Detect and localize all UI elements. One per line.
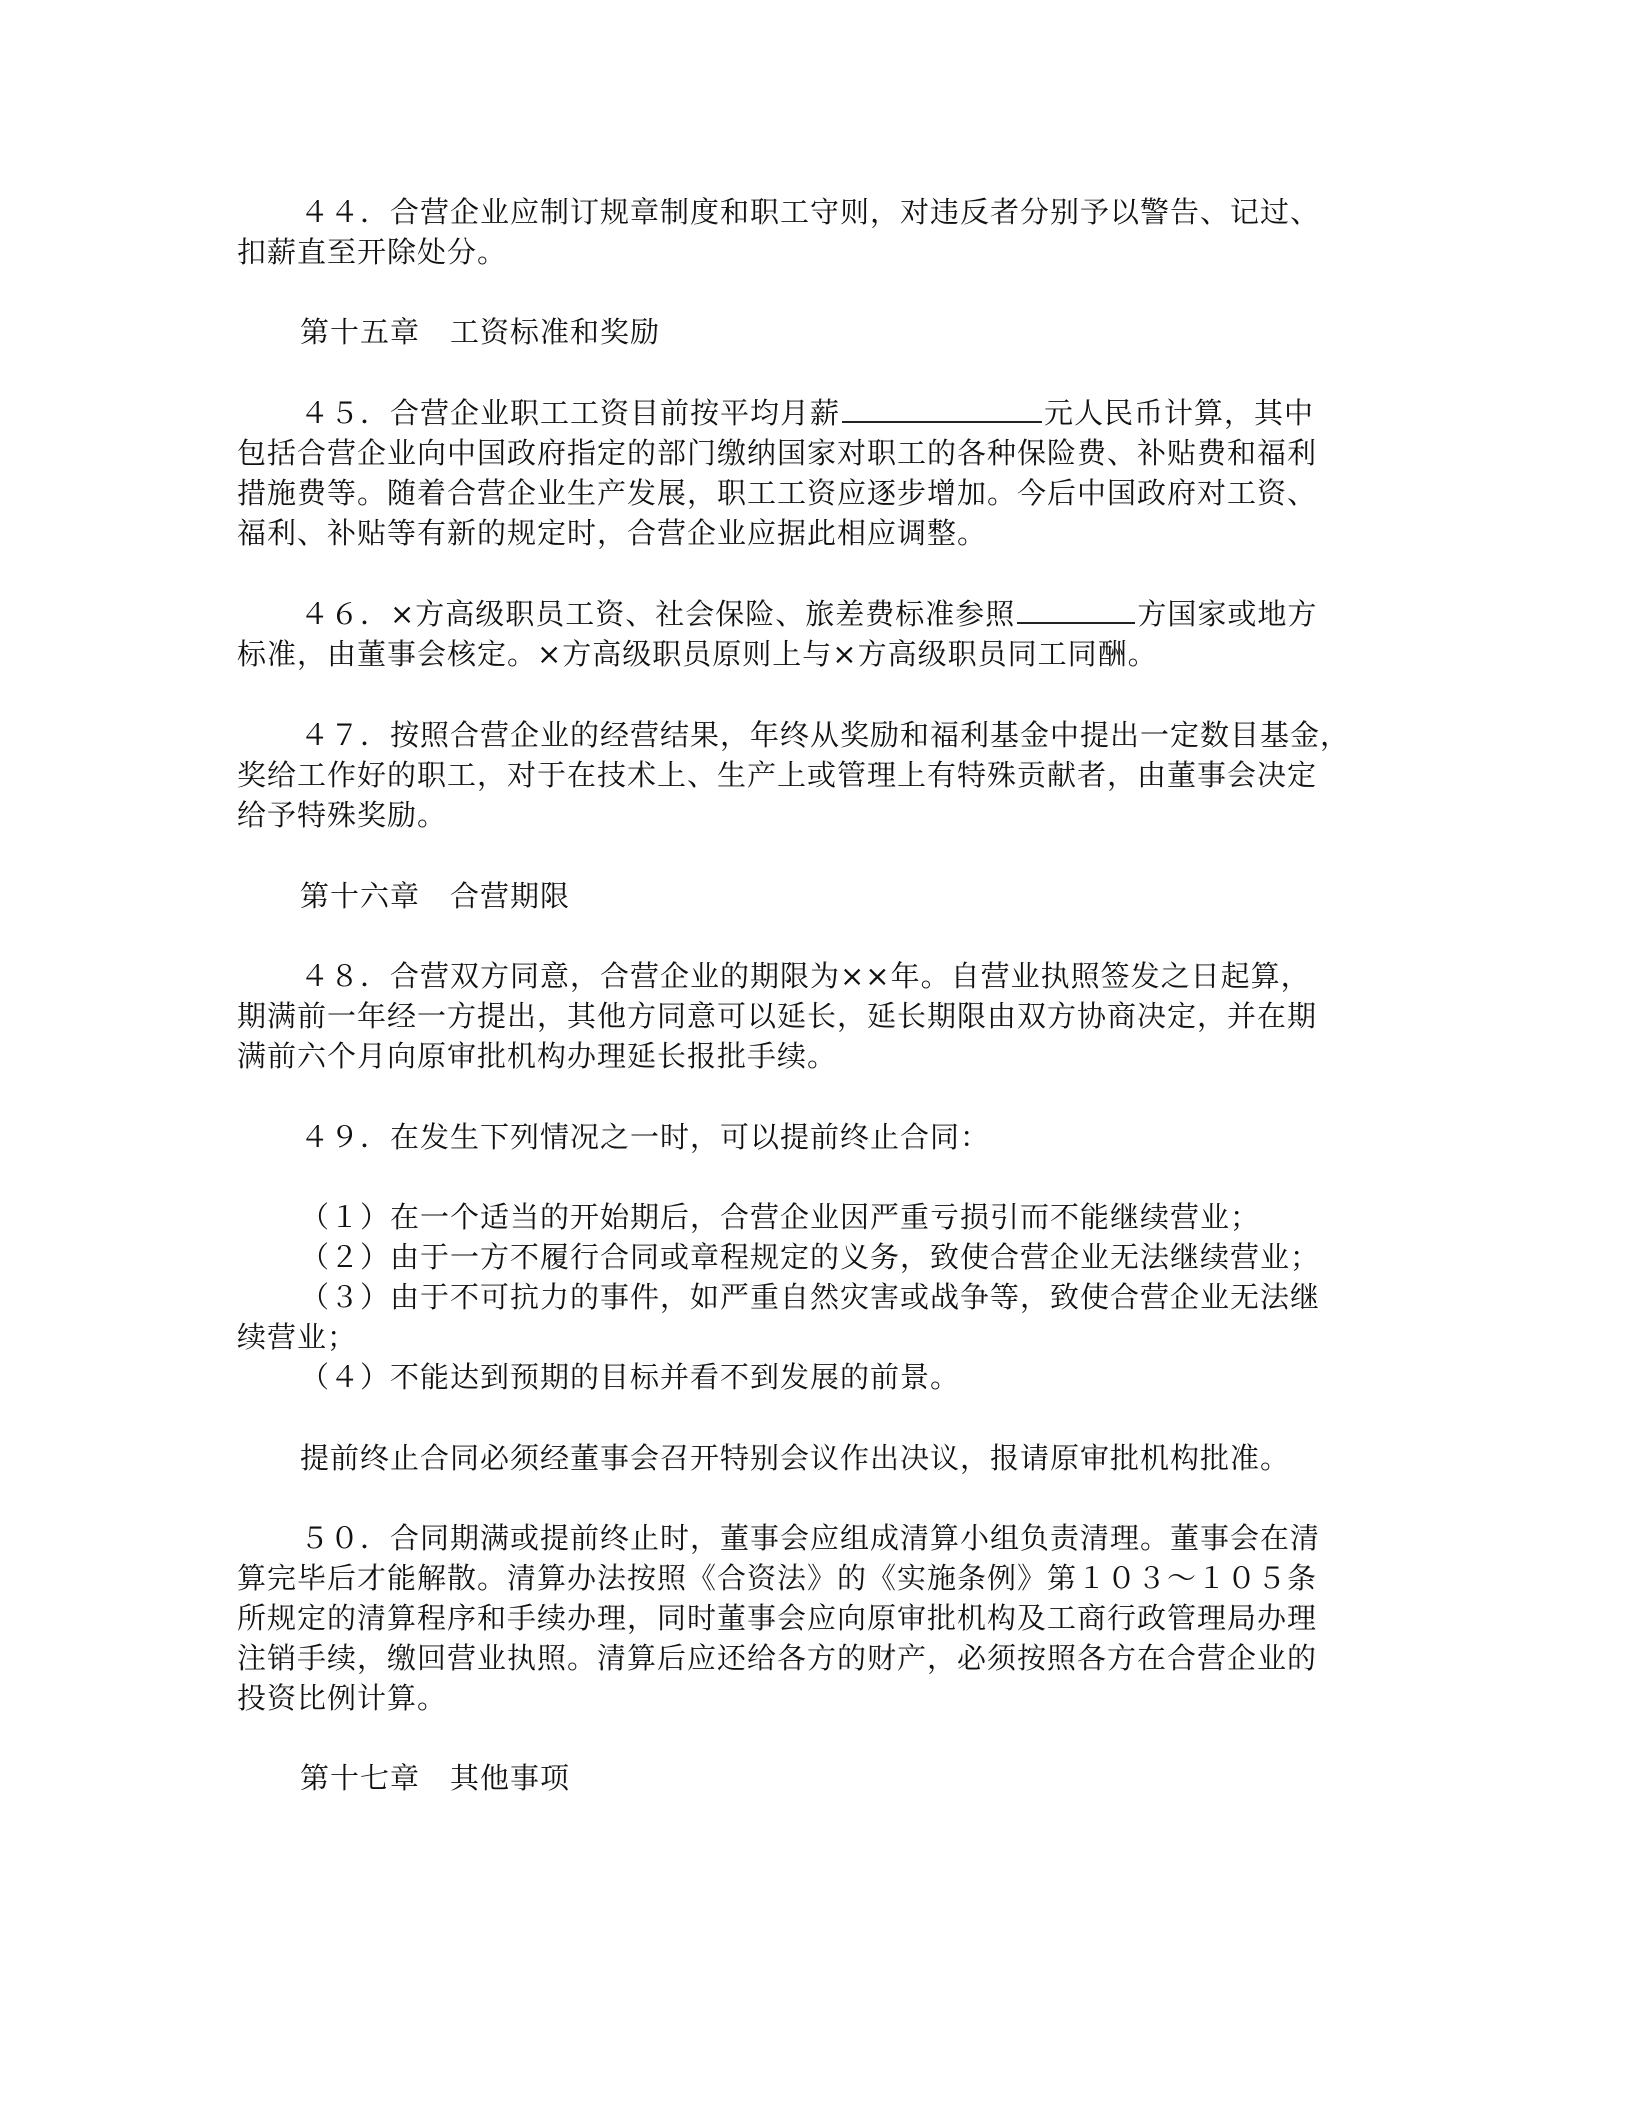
article-45-line-1-text-b: 元人民币计算，其中 bbox=[1044, 396, 1315, 430]
article-45-line-1-text-a: ４５．合营企业职工工资目前按平均月薪 bbox=[300, 396, 841, 430]
salary-amount-blank bbox=[842, 395, 1042, 423]
article-50-line-1: ５０．合同期满或提前终止时，董事会应组成清算小组负责清理。董事会在清 bbox=[300, 1521, 1321, 1555]
article-44-line-2: 扣薪直至开除处分。 bbox=[237, 235, 508, 269]
chapter-16-heading: 第十六章 合营期限 bbox=[300, 879, 571, 913]
article-49-item-3-line-2: 续营业； bbox=[237, 1320, 358, 1354]
article-46-line-1-text-b: 方国家或地方 bbox=[1137, 597, 1318, 631]
article-49-item-4: （４）不能达到预期的目标并看不到发展的前景。 bbox=[300, 1360, 961, 1394]
article-49-item-1: （１）在一个适当的开始期后，合营企业因严重亏损引而不能继续营业； bbox=[300, 1200, 1261, 1234]
article-46-line-1-text-a: ４６．×方高级职员工资、社会保险、旅差费标准参照 bbox=[300, 597, 1016, 631]
country-name-blank bbox=[1017, 596, 1135, 624]
article-44-line-1: ４４．合营企业应制订规章制度和职工守则，对违反者分别予以警告、记过、 bbox=[300, 195, 1321, 229]
chapter-15-heading: 第十五章 工资标准和奖励 bbox=[300, 315, 661, 349]
article-46-line-1 bbox=[300, 594, 1317, 634]
article-47-line-2: 奖给工作好的职工，对于在技术上、生产上或管理上有特殊贡献者，由董事会决定 bbox=[237, 758, 1318, 792]
article-49-intro: ４９．在发生下列情况之一时，可以提前终止合同： bbox=[300, 1120, 991, 1154]
article-48-line-2: 期满前一年经一方提出，其他方同意可以延长，延长期限由双方协商决定，并在期 bbox=[237, 999, 1318, 1033]
article-47-line-1: ４７．按照合营企业的经营结果，年终从奖励和福利基金中提出一定数目基金， bbox=[300, 718, 1351, 752]
article-49-item-3-line-1: （３）由于不可抗力的事件，如严重自然灾害或战争等，致使合营企业无法继 bbox=[300, 1280, 1321, 1314]
article-50-line-5: 投资比例计算。 bbox=[237, 1681, 448, 1715]
article-50-line-2: 算完毕后才能解散。清算办法按照《合资法》的《实施条例》第１０３～１０５条 bbox=[237, 1561, 1318, 1595]
article-45-line-2: 包括合营企业向中国政府指定的部门缴纳国家对职工的各种保险费、补贴费和福利 bbox=[237, 436, 1318, 470]
chapter-17-heading: 第十七章 其他事项 bbox=[300, 1761, 571, 1795]
article-47-line-3: 给予特殊奖励。 bbox=[237, 798, 448, 832]
article-45-line-3: 措施费等。随着合营企业生产发展，职工工资应逐步增加。今后中国政府对工资、 bbox=[237, 476, 1318, 510]
article-48-line-1: ４８．合营双方同意，合营企业的期限为××年。自营业执照签发之日起算， bbox=[300, 959, 1311, 993]
article-50-line-4: 注销手续，缴回营业执照。清算后应还给各方的财产，必须按照各方在合营企业的 bbox=[237, 1641, 1318, 1675]
article-48-line-3: 满前六个月向原审批机构办理延长报批手续。 bbox=[237, 1039, 838, 1073]
article-49-item-2: （２）由于一方不履行合同或章程规定的义务，致使合营企业无法继续营业； bbox=[300, 1240, 1321, 1274]
article-45-line-4: 福利、补贴等有新的规定时，合营企业应据此相应调整。 bbox=[237, 516, 988, 550]
article-45-line-1 bbox=[300, 393, 1314, 433]
article-50-line-3: 所规定的清算程序和手续办理，同时董事会应向原审批机构及工商行政管理局办理 bbox=[237, 1601, 1318, 1635]
termination-note: 提前终止合同必须经董事会召开特别会议作出决议，报请原审批机构批准。 bbox=[300, 1441, 1291, 1475]
article-46-line-2: 标准，由董事会核定。×方高级职员原则上与×方高级职员同工同酬。 bbox=[237, 637, 1158, 671]
